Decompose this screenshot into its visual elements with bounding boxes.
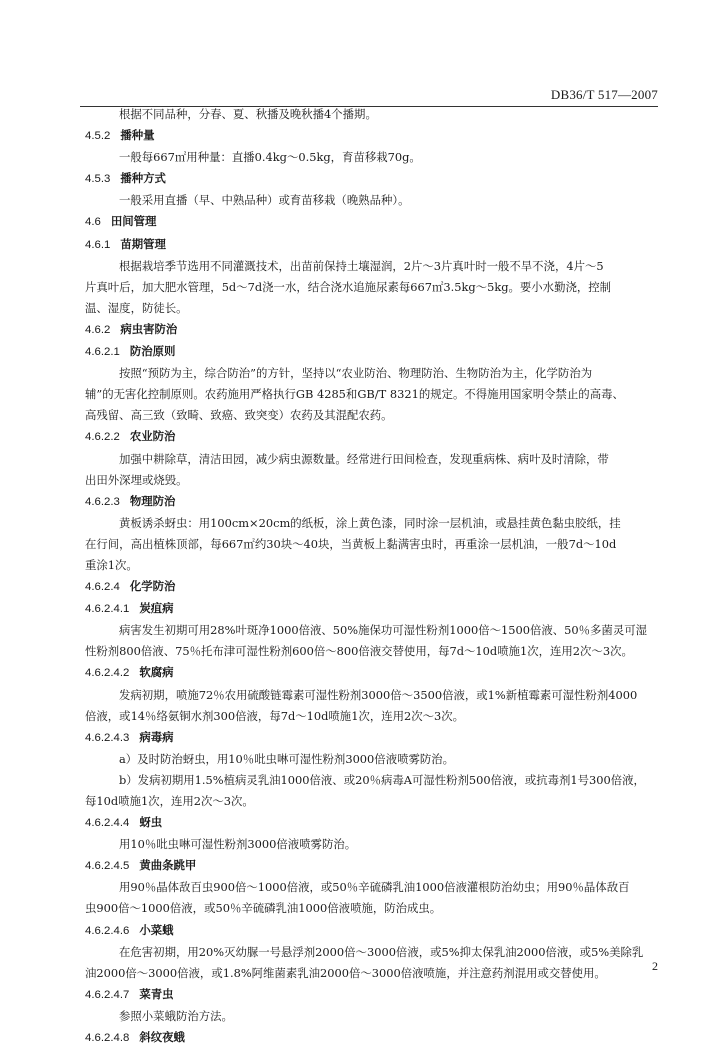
paragraph-line: 性粉剂800倍液、75％托布津可湿性粉剂600倍～800倍液交替使用，每7d～10d喷施1次，连用2次～3次。	[85, 644, 633, 659]
paragraph-line: 油2000倍～3000倍液，或1.8%阿维菌素乳油2000倍～3000倍液喷施，并注意药剂混用或交替使用。	[85, 965, 606, 980]
paragraph-line: 温、湿度，防徒长。	[85, 300, 188, 315]
section-number: 4.5.3	[85, 173, 111, 186]
section-number: 4.6.2.4.4	[85, 817, 130, 830]
section-number: 4.6.2.4.3	[85, 731, 130, 744]
paragraph-line: 黄板诱杀蚜虫：用100cm×20cm的纸板，涂上黄色漆，同时涂一层机油，或悬挂黄色黏虫胶纸，挂	[119, 515, 621, 530]
paragraph-line: 一般每667㎡用种量：直播0.4kg～0.5kg，育苗移栽70g。	[119, 150, 421, 165]
paragraph-line: 在危害初期，用20%灭幼脲一号悬浮剂2000倍～3000倍液，或5%抑太保乳油2000倍液，或5%美除乳	[119, 944, 644, 959]
paragraph-line: 在行间，高出植株顶部，每667㎡约30块～40块，当黄板上黏满害虫时，再重涂一层机油，一般7d～10d	[85, 536, 617, 551]
page-number: 2	[652, 959, 658, 973]
paragraph-line: a）及时防治蚜虫，用10％吡虫啉可湿性粉剂3000倍液喷雾防治。	[119, 751, 455, 766]
section-title: 农业防治	[129, 429, 176, 444]
section-number: 4.6.2.4.6	[85, 924, 130, 937]
section-number: 4.6	[85, 216, 101, 229]
section-title: 播种方式	[120, 171, 166, 186]
section-title: 小菜蛾	[139, 922, 174, 937]
section-title: 蚜虫	[139, 815, 163, 830]
section-heading	[85, 1027, 657, 1049]
section-number: 4.5.2	[85, 130, 111, 143]
section-heading	[85, 426, 657, 448]
section-title: 苗期管理	[120, 236, 166, 251]
paragraph-line: 每10d喷施1次，连用2次～3次。	[85, 794, 254, 808]
section-heading	[85, 125, 657, 147]
section-heading	[85, 491, 657, 513]
paragraph-line: 高残留、高三致（致畸、致癌、致突变）农药及其混配农药。	[85, 408, 393, 423]
document-body	[85, 104, 657, 1049]
section-title: 病毒病	[139, 729, 174, 744]
paragraph-line: 根据不同品种，分春、夏、秋播及晚秋播4个播期。	[119, 107, 377, 121]
section-title: 田间管理	[110, 214, 157, 229]
section-heading	[85, 211, 657, 233]
section-title: 防治原则	[129, 344, 176, 359]
paragraph-line: 用10％吡虫啉可湿性粉剂3000倍液喷雾防治。	[119, 837, 357, 852]
section-number: 4.6.2.4.1	[85, 603, 130, 616]
paragraph-line: 虫900倍～1000倍液，或50％辛硫磷乳油1000倍液喷施，防治成虫。	[85, 901, 442, 916]
section-heading	[85, 168, 657, 190]
section-number: 4.6.1	[85, 238, 111, 251]
document-id: DB36/T 517—2007	[550, 87, 658, 102]
section-title: 物理防治	[129, 493, 176, 508]
section-heading	[85, 662, 657, 684]
paragraph-line: 发病初期，喷施72％农用硫酸链霉素可湿性粉剂3000倍～3500倍液，或1%新植霉素可湿性粉剂4000	[119, 687, 638, 702]
section-heading	[85, 576, 657, 598]
paragraph-line: 参照小菜蛾防治方法。	[119, 1008, 233, 1023]
section-number: 4.6.2.4	[85, 581, 120, 594]
paragraph-line: b）发病初期用1.5%植病灵乳油1000倍液、或20％病毒A可湿性粉剂500倍液，或抗毒剂1号300倍液，	[119, 772, 645, 787]
section-heading	[85, 598, 657, 620]
paragraph-line: 片真叶后，加大肥水管理，5d～7d浇一水，结合浇水追施尿素每667㎡3.5kg～5kg。要小水勤浇，控制	[85, 279, 612, 294]
section-number: 4.6.2.4.7	[85, 988, 130, 1001]
section-heading	[85, 319, 657, 341]
section-number: 4.6.2.4.8	[85, 1032, 130, 1045]
paragraph-line: 病害发生初期可用28%叶斑净1000倍液、50%施保功可湿性粉剂1000倍～1500倍液、50％多菌灵可湿	[119, 623, 647, 638]
section-heading	[85, 727, 657, 749]
section-number: 4.6.2.3	[85, 495, 120, 508]
paragraph-line: 一般采用直播（早、中熟品种）或育苗移栽（晚熟品种）。	[119, 193, 410, 208]
section-title: 病虫害防治	[120, 321, 178, 336]
section-title: 软腐病	[139, 665, 174, 680]
section-heading	[85, 341, 657, 363]
section-title: 斜纹夜蛾	[139, 1030, 185, 1045]
paragraph-line: 加强中耕除草，清洁田园，减少病虫源数量。经常进行田间检查，发现重病株、病叶及时清除，带	[119, 451, 609, 466]
section-number: 4.6.2.1	[85, 346, 120, 359]
section-number: 4.6.2.2	[85, 431, 120, 444]
paragraph-line: 重涂1次。	[85, 557, 138, 572]
section-heading	[85, 855, 657, 877]
section-number: 4.6.2	[85, 323, 111, 336]
paragraph-line: 倍液，或14％络氨铜水剂300倍液，每7d～10d喷施1次，连用2次～3次。	[85, 708, 465, 723]
paragraph-line: 根据栽培季节选用不同灌溉技术，出苗前保持土壤湿润，2片～3片真叶时一般不旱不浇，4片～5	[119, 258, 604, 273]
section-heading	[85, 234, 657, 256]
section-heading	[85, 920, 657, 942]
section-title: 菜青虫	[139, 986, 174, 1001]
paragraph-line: 出田外深埋或烧毁。	[85, 472, 188, 487]
section-heading	[85, 812, 657, 834]
section-title: 播种量	[120, 128, 155, 143]
section-number: 4.6.2.4.5	[85, 860, 130, 873]
paragraph-line: 用90％晶体敌百虫900倍～1000倍液，或50％辛硫磷乳油1000倍液灌根防治幼虫；用90％晶体敌百	[119, 880, 630, 895]
section-title: 黄曲条跳甲	[139, 858, 197, 873]
section-title: 化学防治	[129, 579, 176, 594]
section-title: 炭疽病	[139, 601, 174, 616]
paragraph-line: 辅”的无害化控制原则。农药施用严格执行GB 4285和GB/T 8321的规定。不得施用国家明令禁止的高毒、	[85, 387, 624, 402]
section-number: 4.6.2.4.2	[85, 667, 130, 680]
section-heading	[85, 984, 657, 1006]
paragraph-line: 按照“预防为主，综合防治”的方针，坚持以“农业防治、物理防治、生物防治为主，化学防治为	[119, 366, 593, 381]
